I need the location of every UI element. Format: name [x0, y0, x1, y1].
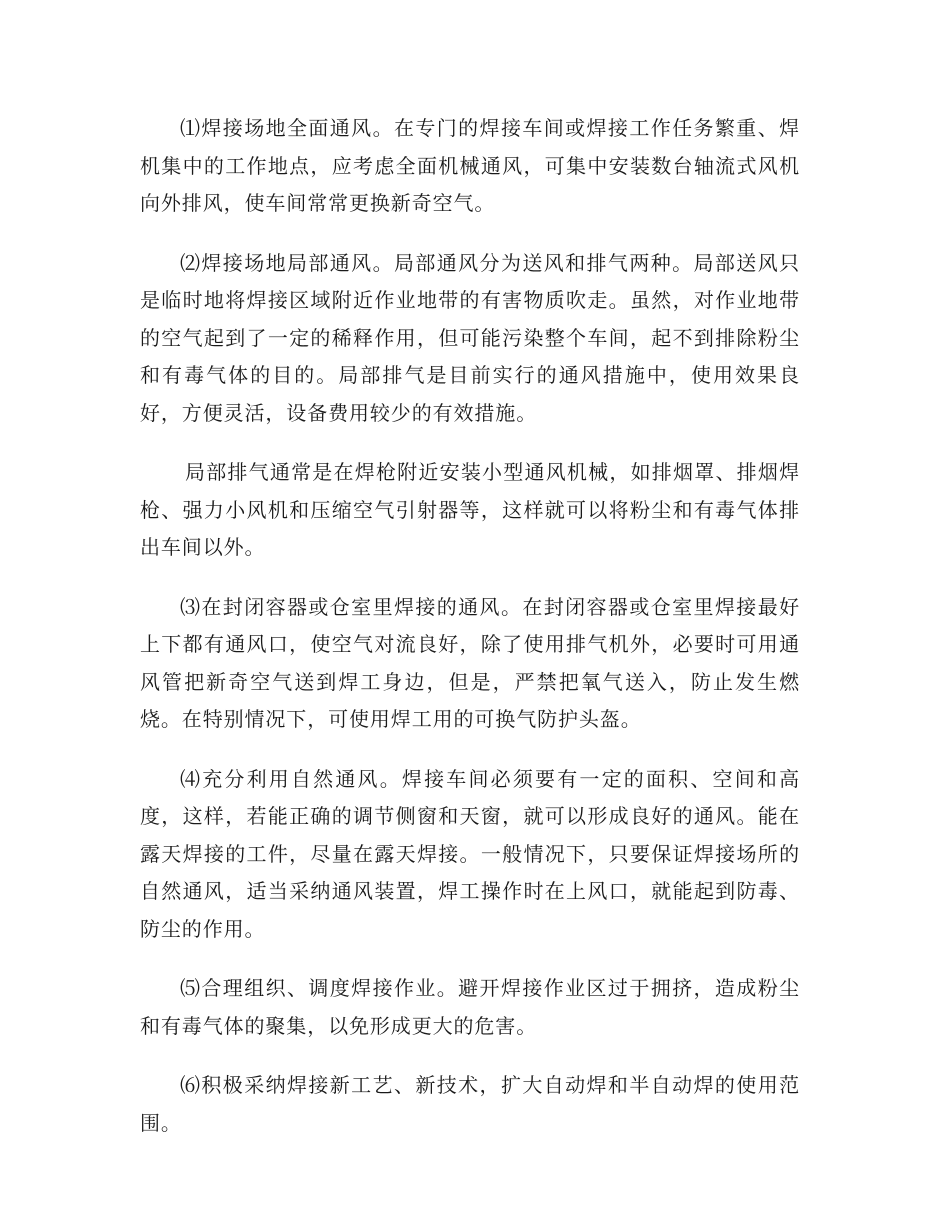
paragraph-4: ⑶在封闭容器或仓室里焊接的通风。在封闭容器或仓室里焊接最好上下都有通风口，使空气对流良好，除了使用排气机外，必要时可用通风管把新奇空气送到焊工身边，但是，严禁把氧气送入，防止发生燃烧。在特别情况下，可使用焊工用的可换气防护头盔。 [140, 594, 800, 731]
document-body [140, 110, 800, 1164]
paragraph-6: ⑸合理组织、调度焊接作业。避开焊接作业区过于拥挤，造成粉尘和有毒气体的聚集，以免形成更大的危害。 [140, 976, 800, 1038]
paragraph-2: ⑵焊接场地局部通风。局部通风分为送风和排气两种。局部送风只是临时地将焊接区域附近作业地带的有害物质吹走。虽然，对作业地带的空气起到了一定的稀释作用，但可能污染整个车间，起不到排除粉尘和有毒气体的目的。局部排气是目前实行的通风措施中，使用效果良好，方便灵活，设备费用较少的有效措施。 [140, 250, 800, 425]
paragraph-1: ⑴焊接场地全面通风。在专门的焊接车间或焊接工作任务繁重、焊机集中的工作地点，应考虑全面机械通风，可集中安装数台轴流式风机向外排风，使车间常常更换新奇空气。 [140, 116, 800, 215]
paragraph-3: 局部排气通常是在焊枪附近安装小型通风机械，如排烟罩、排烟焊枪、强力小风机和压缩空气引射器等，这样就可以将粉尘和有毒气体排出车间以外。 [140, 460, 800, 559]
paragraph-7: ⑹积极采纳焊接新工艺、新技术，扩大自动焊和半自动焊的使用范围。 [140, 1073, 800, 1135]
paragraph-5: ⑷充分利用自然通风。焊接车间必须要有一定的面积、空间和高度，这样，若能正确的调节侧窗和天窗，就可以形成良好的通风。能在露天焊接的工件，尽量在露天焊接。一般情况下，只要保证焊接场所的自然通风，适当采纳通风装置，焊工操作时在上风口，就能起到防毒、防尘的作用。 [140, 766, 800, 941]
